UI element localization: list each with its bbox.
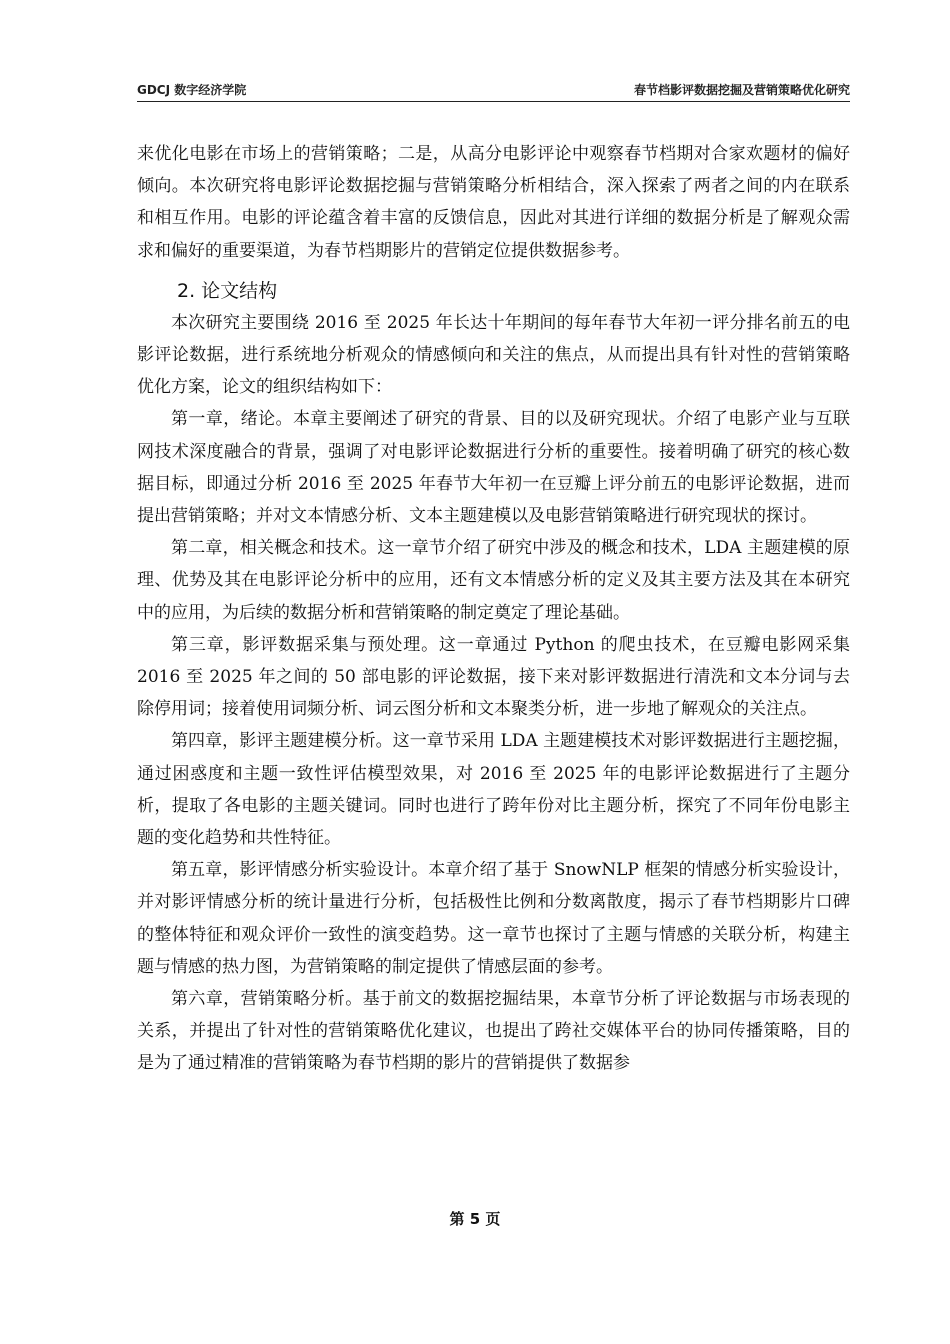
intro-paragraph: 来优化电影在市场上的营销策略；二是，从高分电影评论中观察春节档期对合家欢题材的偏好倾向。本次研究将电影评论数据挖掘与营销策略分析相结合，深入探索了两者之间的内在联系和相互作用。电影的评论蕴含着丰富的反馈信息，因此对其进行详细的数据分析是了解观众需求和偏好的重要渠道，为春节档期影片的营销定位提供数据参考。 <box>137 144 850 261</box>
paragraph-chapter-5: 第五章，影评情感分析实验设计。本章介绍了基于 SnowNLP 框架的情感分析实验设计，并对影评情感分析的统计量进行分析，包括极性比例和分数离散度，揭示了春节档期影片口碑的整体特征和观众评价一致性的演变趋势。这一章节也探讨了主题与情感的关联分析，构建主题与情感的热力图，为营销策略的制定提供了情感层面的参考。 <box>137 860 850 977</box>
paragraph-chapter-1: 第一章，绪论。本章主要阐述了研究的背景、目的以及研究现状。介绍了电影产业与互联网技术深度融合的背景，强调了对电影评论数据进行分析的重要性。接着明确了研究的核心数据目标，即通过分析 2016 至 2025 年春节大年初一在豆瓣上评分前五的电影评论数据，进而提出营销策略；并对文本情感分析、文本主题建模以及电影营销策略进行研究现状的探讨。 <box>137 409 850 527</box>
running-header <box>137 79 850 102</box>
paragraph-structure-intro: 本次研究主要围绕 2016 至 2025 年长达十年期间的每年春节大年初一评分排名前五的电影评论数据，进行系统地分析观众的情感倾向和关注的焦点，从而提出具有针对性的营销策略优化方案，论文的组织结构如下： <box>137 312 850 398</box>
paragraph-chapter-3: 第三章，影评数据采集与预处理。这一章通过 Python 的爬虫技术，在豆瓣电影网采集 2016 至 2025 年之间的 50 部电影的评论数据，接下来对影评数据进行清洗和文本分词与去除停用词；接着使用词频分析、词云图分析和文本聚类分析，进一步地了解观众的关注点。 <box>137 634 850 720</box>
paragraph-chapter-4: 第四章，影评主题建模分析。这一章节采用 LDA 主题建模技术对影评数据进行主题挖掘，通过困惑度和主题一致性评估模型效果，对 2016 至 2025 年的电影评论数据进行了主题分析，提取了各电影的主题关键词。同时也进行了跨年份对比主题分析，探究了不同年份电影主题的变化趋势和共性特征。 <box>137 731 850 849</box>
header-thesis-title: 春节档影评数据挖掘及营销策略优化研究 <box>633 83 850 97</box>
section-heading: 2. 论文结构 <box>177 279 278 302</box>
body-text <box>137 138 850 1080</box>
page-number: 第 5 页 <box>449 1210 501 1228</box>
header-institution: GDCJ 数字经济学院 <box>137 83 247 97</box>
paragraph-chapter-2: 第二章，相关概念和技术。这一章节介绍了研究中涉及的概念和技术，LDA 主题建模的原理、优势及其在电影评论分析中的应用，还有文本情感分析的定义及其主要方法及其在本研究中的应用，为后续的数据分析和营销策略的制定奠定了理论基础。 <box>137 538 850 623</box>
paragraph-chapter-6: 第六章，营销策略分析。基于前文的数据挖掘结果，本章节分析了评论数据与市场表现的关系，并提出了针对性的营销策略优化建议，也提出了跨社交媒体平台的协同传播策略，目的是为了通过精准的营销策略为春节档期的影片的营销提供了数据参 <box>137 989 850 1074</box>
